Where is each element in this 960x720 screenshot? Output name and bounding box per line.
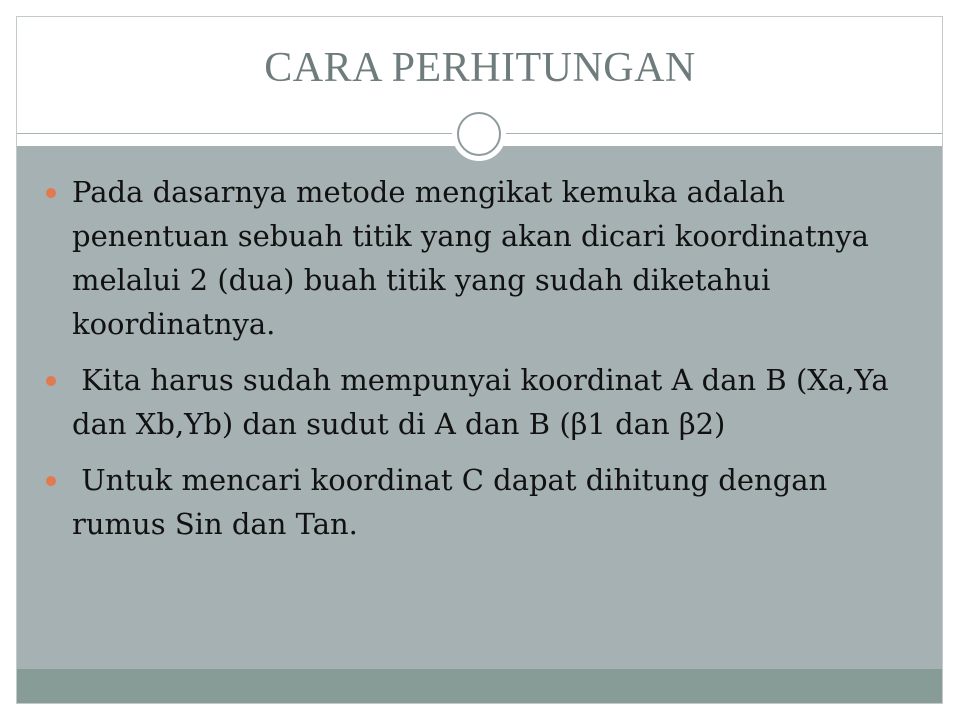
bullet-dot-icon (46, 476, 56, 486)
bullet-item (40, 458, 920, 546)
bullet-text: Kita harus sudah mempunyai koordinat A dan B (Xa,Ya dan Xb,Yb) dan sudut di A dan B (β1 dan β2) (72, 363, 898, 441)
circle-ornament-icon (452, 107, 506, 161)
bullet-text: Pada dasarnya metode mengikat kemuka adalah penentuan sebuah titik yang akan dicari koordinatnya melalui 2 (dua) buah titik yang sudah diketahui koordinatnya. (72, 175, 869, 341)
slide-title: CARA PERHITUNGAN (264, 45, 696, 91)
bullet-item (40, 170, 920, 346)
bullet-dot-icon (46, 376, 56, 386)
bullet-item (40, 358, 920, 446)
circle-ring (457, 112, 501, 156)
bullet-list (40, 170, 920, 558)
bullet-text: Untuk mencari koordinat C dapat dihitung dengan rumus Sin dan Tan. (72, 463, 837, 541)
footer-bar (17, 669, 942, 703)
bullet-dot-icon (46, 188, 56, 198)
